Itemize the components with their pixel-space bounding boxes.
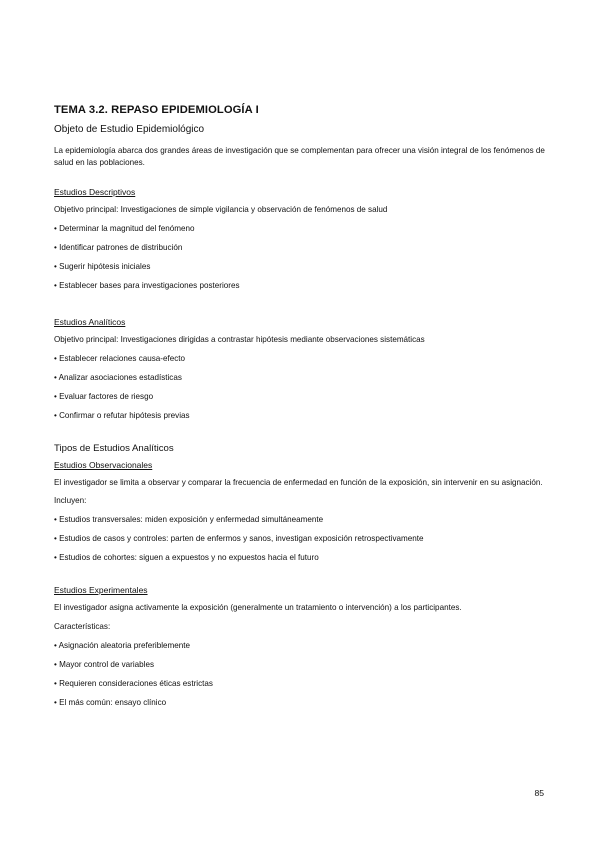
analytic-list (54, 353, 550, 421)
page-number: 85 (534, 788, 544, 798)
list-item: • Mayor control de variables (54, 659, 155, 669)
analytic-studies-section (54, 317, 550, 421)
list-item: • Confirmar o refutar hipótesis previas (54, 411, 190, 420)
list-item: • Establecer relaciones causa-efecto (54, 354, 186, 363)
observational-heading: Estudios Observacionales (54, 460, 153, 470)
list-item: • Evaluar factores de riesgo (54, 392, 154, 401)
list-item: • Analizar asociaciones estadísticas (54, 373, 182, 382)
observational-text: El investigador se limita a observar y comparar la frecuencia de enfermedad en función de la exposición, sin intervenir en su asignación. (54, 478, 543, 487)
experimental-label: Características: (54, 621, 111, 631)
observational-studies-section (54, 460, 550, 563)
experimental-studies-section (54, 585, 550, 708)
descriptive-heading: Estudios Descriptivos (54, 187, 136, 197)
analytic-objective: Objetivo principal: Investigaciones dirigidas a contrastar hipótesis mediante observaciones sistemáticas (54, 335, 425, 344)
list-item: • Establecer bases para investigaciones posteriores (54, 281, 240, 290)
list-item: • Estudios de cohortes: siguen a expuestos y no expuestos hacia el futuro (54, 552, 319, 562)
analytic-heading: Estudios Analíticos (54, 317, 126, 327)
section-subtitle: Objeto de Estudio Epidemiológico (54, 124, 205, 135)
list-item: • Estudios transversales: miden exposición y enfermedad simultáneamente (54, 514, 324, 524)
observational-list (54, 514, 550, 563)
document-page (54, 104, 550, 716)
observational-label: Incluyen: (54, 495, 87, 505)
experimental-list (54, 640, 550, 708)
list-item: • Sugerir hipótesis iniciales (54, 262, 151, 271)
descriptive-list (54, 223, 550, 291)
experimental-heading: Estudios Experimentales (54, 584, 148, 595)
list-item: • Identificar patrones de distribución (54, 243, 183, 252)
list-item: • El más común: ensayo clínico (54, 697, 167, 707)
experimental-text: El investigador asigna activamente la exposición (generalmente un tratamiento o intervención) a los participantes. (54, 602, 462, 612)
list-item: • Asignación aleatoria preferiblemente (54, 640, 191, 650)
analytic-types-subtitle: Tipos de Estudios Analíticos (54, 443, 174, 454)
list-item: • Determinar la magnitud del fenómeno (54, 224, 195, 233)
list-item: • Estudios de casos y controles: parten de enfermos y sanos, investigan exposición retrospectivamente (54, 533, 424, 543)
intro-paragraph: La epidemiología abarca dos grandes áreas de investigación que se complementan para ofrecer una visión integral de los fenómenos de salud en las poblaciones. (54, 146, 545, 167)
list-item: • Requieren consideraciones éticas estrictas (54, 678, 213, 688)
descriptive-objective: Objetivo principal: Investigaciones de simple vigilancia y observación de fenómenos de salud (54, 205, 388, 214)
page-title: TEMA 3.2. REPASO EPIDEMIOLOGÍA I (54, 104, 259, 116)
descriptive-studies-section (54, 187, 550, 291)
